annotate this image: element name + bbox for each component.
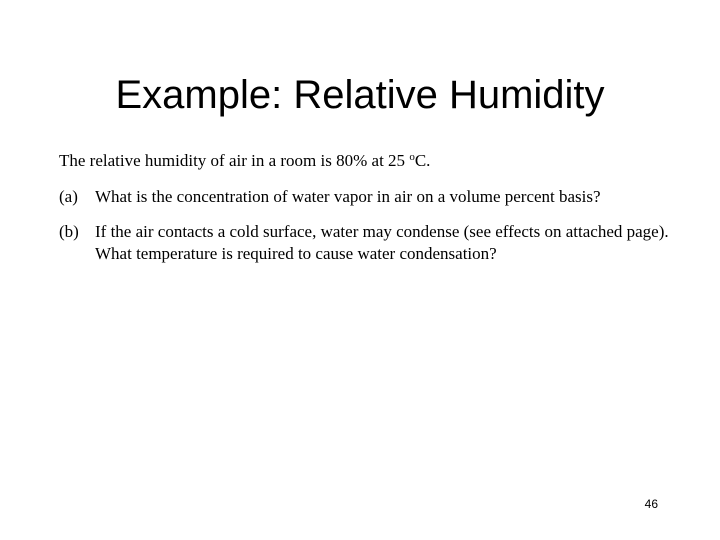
- intro-text: The relative humidity of air in a room is 80% at 25: [59, 151, 410, 170]
- question-text-b: If the air contacts a cold surface, water may condense (see effects on attached page). What temperature is required to cause water condensation?: [95, 222, 669, 263]
- page-number: 46: [644, 497, 658, 511]
- temperature-unit: C.: [414, 151, 431, 170]
- question-label-a: (a): [59, 187, 78, 206]
- question-item-b: [59, 221, 669, 265]
- question-text-a: What is the concentration of water vapor in air on a volume percent basis?: [95, 187, 601, 206]
- question-label-b: (b): [59, 222, 79, 241]
- slide-title: Example: Relative Humidity: [115, 73, 605, 117]
- slide-body: [59, 150, 669, 278]
- intro-paragraph: [59, 150, 669, 172]
- degree-symbol: o: [409, 151, 415, 163]
- question-item-a: [59, 186, 669, 208]
